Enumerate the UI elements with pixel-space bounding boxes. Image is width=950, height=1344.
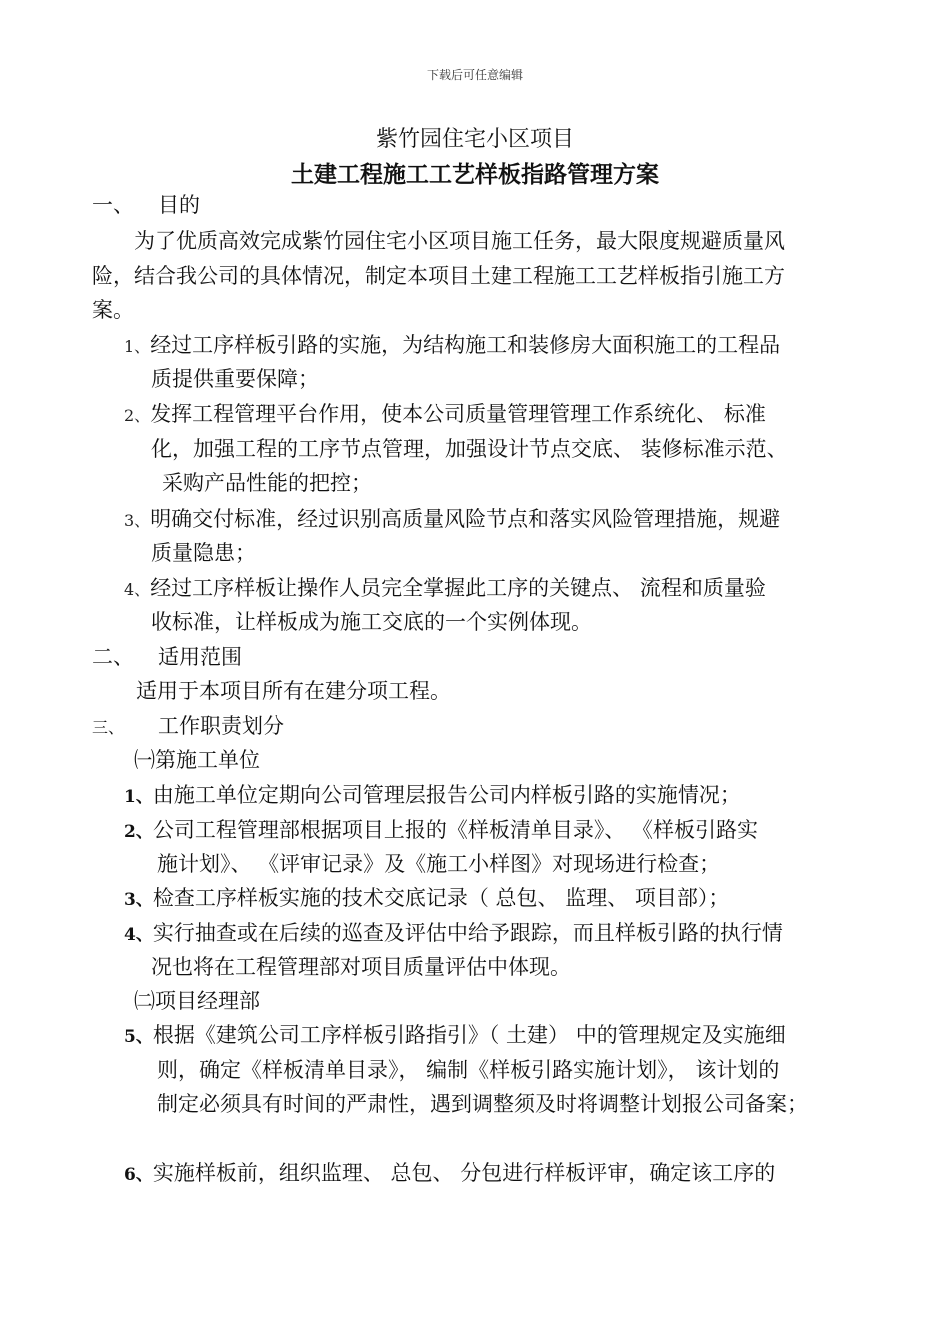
list-item <box>124 573 766 605</box>
header-note: 下载后可任意编辑 <box>426 68 523 82</box>
list-item-continuation: 则，确定《样板清单目录》， 编制《样板引路实施计划》， 该计划的 <box>157 1058 780 1082</box>
section2-number: 二、 <box>92 645 134 669</box>
section1-paragraph-line: 险，结合我公司的具体情况，制定本项目土建工程施工工艺样板指引施工方 <box>92 264 785 288</box>
list-item-continuation: 施计划》、 《评审记录》及《施工小样图》对现场进行检查； <box>157 852 721 876</box>
list-item-text: 经过工序样板让操作人员完全掌握此工序的关键点、 流程和质量验 <box>150 576 766 600</box>
section3-heading <box>92 711 284 743</box>
section1-title: 目的 <box>158 193 200 217</box>
list-item <box>124 918 783 950</box>
list-item <box>124 815 758 847</box>
document-title-line1: 紫竹园住宅小区项目 <box>375 127 574 152</box>
list-item-continuation: 质提供重要保障； <box>151 367 319 391</box>
list-item-continuation: 化，加强工程的工序节点管理，加强设计节点交底、 装修标准示范、 <box>151 437 788 461</box>
list-item-continuation: 况也将在工程管理部对项目质量评估中体现。 <box>151 955 571 979</box>
section1-heading <box>92 190 200 220</box>
list-item-continuation: 制定必须具有时间的严肃性，遇到调整须及时将调整计划报公司备案； <box>157 1092 808 1116</box>
list-item-number: 1、 <box>124 787 153 807</box>
list-item-number: 1、 <box>124 337 151 356</box>
list-item <box>124 1020 786 1052</box>
section1-paragraph-line: 案。 <box>92 298 134 322</box>
subsection-heading: ㈡项目经理部 <box>134 989 260 1013</box>
list-item <box>124 883 729 915</box>
list-item-number: 2、 <box>124 406 151 425</box>
list-item-number: 5、 <box>124 1027 153 1047</box>
list-item-number: 2、 <box>124 822 153 842</box>
list-item-text: 公司工程管理部根据项目上报的《样板清单目录》、 《样板引路实 <box>152 818 759 842</box>
list-item-text: 检查工序样板实施的技术交底记录（ 总包、 监理、 项目部）； <box>152 886 730 910</box>
list-item-text: 发挥工程管理平台作用，使本公司质量管理管理工作系统化、 标准 <box>150 402 766 426</box>
section3-title: 工作职责划分 <box>158 714 284 738</box>
list-item <box>124 1158 775 1190</box>
section2-title: 适用范围 <box>158 645 242 669</box>
list-item-continuation: 采购产品性能的把控； <box>162 471 372 495</box>
subsection-heading: ㈠第施工单位 <box>134 748 260 772</box>
list-item-number: 4、 <box>124 580 151 599</box>
list-item-number: 6、 <box>124 1165 153 1185</box>
list-item <box>124 399 766 431</box>
section1-number: 一、 <box>92 193 134 217</box>
list-item <box>124 504 780 536</box>
list-item-continuation: 收标准，让样板成为施工交底的一个实例体现。 <box>151 610 592 634</box>
section2-heading <box>92 642 242 672</box>
list-item-continuation: 质量隐患； <box>151 541 256 565</box>
list-item-number: 3、 <box>124 890 153 910</box>
section2-paragraph: 适用于本项目所有在建分项工程。 <box>136 679 451 703</box>
list-item-text: 实施样板前，组织监理、 总包、 分包进行样板评审，确定该工序的 <box>152 1161 776 1185</box>
list-item-text: 经过工序样板引路的实施，为结构施工和装修房大面积施工的工程品 <box>150 333 781 357</box>
list-item-text: 明确交付标准，经过识别高质量风险节点和落实风险管理措施，规避 <box>150 507 781 531</box>
section1-paragraph-line: 为了优质高效完成紫竹园住宅小区项目施工任务，最大限度规避质量风 <box>134 229 785 253</box>
document-title-line2: 土建工程施工工艺样板指路管理方案 <box>291 162 659 188</box>
section3-number: 三、 <box>92 718 125 737</box>
list-item-number: 4、 <box>124 925 153 945</box>
list-item-text: 根据《建筑公司工序样板引路指引》（ 土建） 中的管理规定及实施细 <box>152 1023 786 1047</box>
list-item-number: 3、 <box>124 511 151 530</box>
list-item <box>124 330 780 362</box>
list-item-text: 由施工单位定期向公司管理层报告公司内样板引路的实施情况； <box>152 783 741 807</box>
list-item <box>124 780 741 812</box>
list-item-text: 实行抽查或在后续的巡查及评估中给予跟踪，而且样板引路的执行情 <box>152 921 783 945</box>
